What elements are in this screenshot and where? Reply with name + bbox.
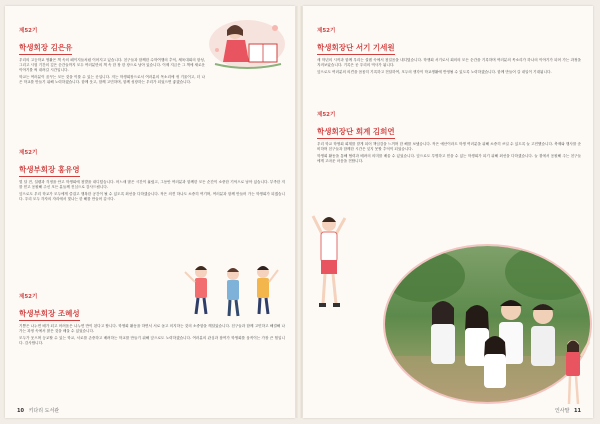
- section-president: [19, 26, 205, 85]
- section-paragraph: 모두가 웃으며 등교할 수 있는 학교, 서로를 존중하고 배려하는 학교를 만들기 위해 앞으로도 노력하겠습니다. 여러분의 관심과 참여가 학생회를 움직이는 가장 큰 힘입니다. 감사합니다.: [19, 336, 285, 346]
- cheering-boy-illustration: [309, 212, 349, 314]
- section-paragraph: 우리 학교 학생회 회계를 맡게 되어 책임감을 느끼며 한 해를 보냈습니다. 작은 예산이라도 학생 여러분을 위해 소중히 쓰일 수 있도록 늘 고민했습니다. 축제와 행사를 준비하며 친구들과 함께한 시간은 잊지 못할 추억이 되었습니다.: [317, 142, 581, 152]
- section-heading: 학생회장단 서기 기세원: [317, 42, 395, 55]
- girl-reading-illustration: [205, 14, 289, 76]
- section-heading: 학생부회장 조혜성: [19, 308, 80, 321]
- section-paragraph: 학생회 활동을 통해 협력과 배려의 의미를 배울 수 있었습니다. 앞으로도 투명하고 믿을 수 있는 학생회가 되기 위해 최선을 다하겠습니다. 늘 곁에서 응원해 주는 친구들에게 고마운 마음을 전합니다.: [317, 154, 581, 164]
- section-vice-president-2: [19, 292, 285, 346]
- section-paragraph: 우리의 고등학교 생활은 책 속의 페이지들처럼 이어지고 있습니다. 친구들과 함께한 수학여행의 추억, 체육대회의 함성, 그리고 시험 기간의 깊은 순간들까지 모두 여러분만의 책 속 한 장 한 장으로 남아 있습니다. 이제 지금은 그 책에 새로운 이야기를 써 내려갈 시간입니다.: [19, 58, 206, 73]
- section-treasurer: [317, 110, 581, 164]
- section-tag: 제52기: [19, 150, 38, 156]
- section-paragraph: 앞으로도 우리 학교가 모두에게 즐겁고 행복한 공간이 될 수 있도록 최선을 다하겠습니다. 작은 의견 하나도 소중히 여기며, 여러분과 함께 만들어 가는 학생회가 되겠습니다. 우리 모두 각자의 자리에서 빛나는 한 해를 만들어 갑시다.: [19, 192, 285, 202]
- footer-title: 키다리 도서관: [28, 408, 60, 414]
- page-number: 10: [17, 408, 24, 414]
- page-number: 11: [574, 408, 581, 414]
- section-secretary: [317, 26, 581, 75]
- section-tag: 제52기: [19, 294, 38, 300]
- section-heading: 학생회장단 회계 김희연: [317, 126, 395, 139]
- footer-title: 인사말: [554, 408, 570, 414]
- section-vice-president-1: [19, 148, 285, 202]
- left-footer: [17, 407, 59, 414]
- section-heading: 학생회장 김은유: [19, 42, 72, 55]
- girl-waving-illustration: [554, 336, 591, 414]
- section-paragraph: 새 학년의 시작과 함께 우리는 설렘 속에서 첫걸음을 내디뎠습니다. 학생회 서기로서 회의의 모든 순간을 기록하며 여러분의 목소리가 하나의 이야기가 되어 가는 과정을 지켜보았습니다. 기록은 곧 우리의 역사가 됩니다.: [317, 58, 581, 68]
- right-footer: [555, 407, 581, 414]
- section-tag: 제52기: [19, 28, 38, 34]
- right-page: [303, 6, 593, 418]
- section-paragraph: 앞으로도 여러분의 의견을 꼼꼼히 기록하고 전달하여, 모두의 생각이 학교생활에 반영될 수 있도록 노력하겠습니다. 함께 만들어 갈 내일이 기대됩니다.: [317, 70, 552, 75]
- section-paragraph: 기쁨은 나누면 배가 되고 어려움은 나누면 반이 된다고 합니다. 학생회 활동을 하면서 서로 돕고 의지하는 것의 소중함을 깨달았습니다. 친구들과 함께 고민하고 해결해 나가는 과정 속에서 많은 것을 배울 수 있었습니다.: [19, 324, 285, 334]
- left-page: [5, 6, 295, 418]
- section-tag: 제52기: [317, 112, 336, 118]
- section-paragraph: 몇 달 전, 설렘과 걱정을 안고 학생회에 첫발을 내디뎠습니다. 어느새 많은 시간이 흘렀고, 그동안 여러분과 함께한 모든 순간이 소중한 기억으로 남아 있습니다. 부족한 저를 믿고 응원해 주신 모든 분들께 진심으로 감사드립니다.: [19, 180, 285, 190]
- section-paragraph: 학교는 여러분이 꿈꾸는 모든 것을 이룰 수 있는 곳입니다. 저는 학생회장으로서 여러분의 목소리에 귀 기울이고, 더 나은 학교를 만들기 위해 노력하겠습니다. 함께 웃고, 함께 고민하며, 함께 성장하는 우리가 되었으면 좋겠습니다.: [19, 75, 205, 85]
- page-gutter: [296, 6, 302, 418]
- section-tag: 제52기: [317, 28, 336, 34]
- section-heading: 학생부회장 홍유영: [19, 164, 80, 177]
